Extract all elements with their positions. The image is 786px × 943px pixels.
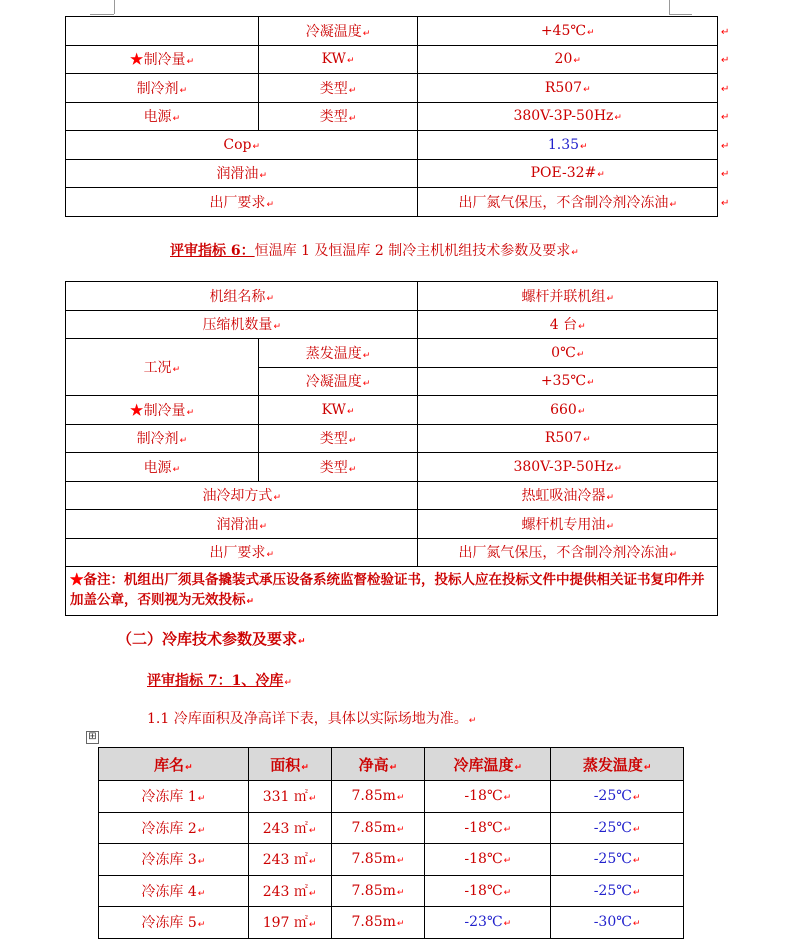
- table-cell: 电源↵: [66, 453, 259, 482]
- table-cell: 20↵: [418, 45, 718, 74]
- table-move-handle-icon[interactable]: ⊞: [86, 731, 99, 744]
- paragraph-mark: ↵: [186, 57, 195, 68]
- table-row: [66, 538, 718, 567]
- paragraph-mark: ↵: [179, 436, 188, 447]
- paragraph-mark: ↵: [259, 521, 267, 532]
- paragraph-mark: ↵: [597, 170, 605, 181]
- table-cell: -25℃↵: [551, 875, 684, 907]
- table-cell: 7.85m↵: [331, 812, 425, 844]
- table-cell: 螺杆机专用油↵: [418, 510, 718, 539]
- paragraph-mark: ↵: [606, 521, 614, 532]
- table-row: [66, 17, 718, 46]
- cold-storage-table: [98, 747, 684, 939]
- row-end-mark: ↵: [721, 27, 730, 38]
- table-cell: Cop↵: [66, 131, 418, 160]
- table-cell: 243 ㎡↵: [248, 844, 331, 876]
- table-cell: 7.85m↵: [331, 907, 425, 939]
- table-cell: 压缩机数量↵: [66, 310, 418, 339]
- paragraph-mark: ↵: [396, 793, 405, 804]
- paragraph-mark: ↵: [396, 824, 405, 835]
- table-row: [66, 102, 718, 131]
- table-cell: 螺杆并联机组↵: [418, 282, 718, 311]
- row-end-mark: ↵: [721, 198, 730, 209]
- paragraph-mark: ↵: [246, 597, 255, 607]
- table-row: [66, 510, 718, 539]
- paragraph-mark: ↵: [273, 493, 281, 504]
- table-cell: -25℃↵: [551, 844, 684, 876]
- table-row: [66, 282, 718, 311]
- table-cell: 润滑油↵: [66, 159, 418, 188]
- table-cell: 1.35↵: [418, 131, 718, 160]
- table-row: [66, 45, 718, 74]
- paragraph-mark: ↵: [669, 550, 677, 561]
- criterion-6-heading: 评审指标 6：恒温库 1 及恒温库 2 制冷主机机组技术参数及要求↵: [170, 243, 579, 259]
- table-cell: -18℃↵: [425, 812, 551, 844]
- paragraph-1-1: 1.1 冷库面积及净高详下表，具体以实际场地为准。↵: [147, 711, 477, 727]
- star-icon: ★: [129, 52, 144, 69]
- table-cell: 润滑油↵: [66, 510, 418, 539]
- table-cell: -18℃↵: [425, 875, 551, 907]
- table-cell: -18℃↵: [425, 844, 551, 876]
- paragraph-mark: ↵: [266, 550, 274, 561]
- paragraph-mark: ↵: [172, 365, 181, 375]
- table-header-row: [99, 748, 684, 781]
- table-row: [66, 310, 718, 339]
- table-cell: 出厂要求↵: [66, 188, 418, 217]
- paragraph-mark: ↵: [197, 794, 206, 805]
- table-cell: 出厂氮气保压，不含制冷剂冷冻油↵: [418, 538, 718, 567]
- table-cell: 0℃↵: [418, 339, 718, 368]
- spec-table-1: [65, 16, 718, 217]
- table-cell: 制冷剂↵: [66, 424, 259, 453]
- table-cell: 类型↵: [258, 74, 418, 103]
- paragraph-mark: ↵: [348, 114, 357, 125]
- paragraph-mark: ↵: [172, 114, 181, 125]
- table-cell: -30℃↵: [551, 907, 684, 939]
- row-end-mark: ↵: [721, 55, 730, 66]
- paragraph-mark: ↵: [185, 762, 193, 773]
- table-cell: 蒸发温度↵: [258, 339, 418, 368]
- paragraph-mark: ↵: [172, 464, 181, 475]
- paragraph-mark: ↵: [259, 171, 267, 182]
- table-cell: KW↵: [258, 396, 418, 425]
- table-cell: 197 ㎡↵: [248, 907, 331, 939]
- table-cell: 243 ㎡↵: [248, 875, 331, 907]
- paragraph-mark: ↵: [583, 435, 591, 446]
- paragraph-mark: ↵: [614, 113, 622, 124]
- table-row: [66, 131, 718, 160]
- paragraph-mark: ↵: [632, 856, 641, 867]
- paragraph-mark: ↵: [503, 887, 512, 898]
- star-icon: ★: [129, 402, 144, 419]
- row-end-mark: ↵: [721, 169, 730, 180]
- paragraph-mark: ↵: [346, 406, 355, 417]
- paragraph-mark: ↵: [578, 322, 586, 333]
- column-header: 库名↵: [99, 748, 249, 781]
- table-cell: [66, 17, 259, 46]
- paragraph-mark: ↵: [179, 85, 188, 96]
- table-cell: 380V-3P-50Hz↵: [418, 453, 718, 482]
- paragraph-mark: ↵: [468, 716, 477, 726]
- table-row: [66, 567, 718, 616]
- paragraph-mark: ↵: [643, 762, 652, 773]
- table-cell: 出厂氮气保压，不含制冷剂冷冻油↵: [418, 188, 718, 217]
- table-cell: 类型↵: [258, 102, 418, 131]
- paragraph-mark: ↵: [252, 141, 261, 152]
- paragraph-mark: ↵: [514, 762, 523, 773]
- table-cell: 243 ㎡↵: [248, 812, 331, 844]
- paragraph-mark: ↵: [587, 378, 595, 389]
- paragraph-mark: ↵: [197, 857, 206, 868]
- paragraph-mark: ↵: [284, 678, 292, 688]
- paragraph-mark: ↵: [577, 406, 586, 417]
- table-cell: -25℃↵: [551, 812, 684, 844]
- table-cell: POE-32#↵: [418, 159, 718, 188]
- table-cell: 油冷却方式↵: [66, 481, 418, 510]
- table-row: [99, 812, 684, 844]
- table-row: [99, 844, 684, 876]
- paragraph-mark: ↵: [571, 248, 579, 258]
- paragraph-mark: ↵: [308, 920, 317, 931]
- table-cell: 制冷剂↵: [66, 74, 259, 103]
- table-cell: 类型↵: [258, 424, 418, 453]
- paragraph-mark: ↵: [197, 825, 206, 836]
- column-header: 面积↵: [248, 748, 331, 781]
- page-corner-mark-left-v: [114, 0, 115, 14]
- paragraph-mark: ↵: [606, 493, 614, 504]
- note-cell: ★备注：机组出厂须具备撬装式承压设备系统监督检验证书，投标人应在投标文件中提供相关证书复印件并加盖公章，否则视为无效投标↵: [66, 567, 718, 616]
- table-row: [66, 481, 718, 510]
- table-cell: +35℃↵: [418, 367, 718, 396]
- paragraph-mark: ↵: [396, 919, 405, 930]
- table-cell: 660↵: [418, 396, 718, 425]
- table-row: [99, 907, 684, 939]
- table-cell: 冷冻库 1↵: [99, 781, 249, 813]
- table-cell: 冷凝温度↵: [258, 17, 418, 46]
- row-end-mark: ↵: [721, 84, 730, 95]
- paragraph-mark: ↵: [503, 856, 512, 867]
- paragraph-mark: ↵: [587, 27, 595, 38]
- table-row: [99, 781, 684, 813]
- paragraph-mark: ↵: [308, 857, 317, 868]
- table-row: [66, 339, 718, 368]
- table-cell: KW↵: [258, 45, 418, 74]
- paragraph-mark: ↵: [632, 919, 641, 930]
- table-cell: -23℃↵: [425, 907, 551, 939]
- paragraph-mark: ↵: [348, 85, 357, 96]
- table-cell: 冷冻库 3↵: [99, 844, 249, 876]
- paragraph-mark: ↵: [362, 28, 371, 39]
- paragraph-mark: ↵: [308, 825, 317, 836]
- table-cell: 冷冻库 4↵: [99, 875, 249, 907]
- paragraph-mark: ↵: [348, 436, 357, 447]
- table-cell: 类型↵: [258, 453, 418, 482]
- table-row: [66, 74, 718, 103]
- table-cell: 331 ㎡↵: [248, 781, 331, 813]
- table-cell: ★制冷量↵: [66, 396, 259, 425]
- star-icon: ★: [70, 572, 84, 588]
- table-cell: 冷冻库 2↵: [99, 812, 249, 844]
- column-header: 净高↵: [331, 748, 425, 781]
- row-end-mark: ↵: [721, 141, 730, 152]
- table-cell: -25℃↵: [551, 781, 684, 813]
- paragraph-mark: ↵: [348, 464, 357, 475]
- table-cell: 冷凝温度↵: [258, 367, 418, 396]
- table-row: [66, 453, 718, 482]
- paragraph-mark: ↵: [632, 887, 641, 898]
- paragraph-mark: ↵: [614, 463, 622, 474]
- paragraph-mark: ↵: [573, 56, 581, 67]
- paragraph-mark: ↵: [266, 199, 274, 210]
- table-cell: +45℃↵: [418, 17, 718, 46]
- paragraph-mark: ↵: [632, 824, 641, 835]
- paragraph-mark: ↵: [346, 56, 355, 67]
- criterion-7-heading: 评审指标 7：1、冷库↵: [147, 673, 292, 689]
- table-cell: R507↵: [418, 424, 718, 453]
- table-cell: 出厂要求↵: [66, 538, 418, 567]
- table-row: [99, 875, 684, 907]
- paragraph-mark: ↵: [583, 84, 591, 95]
- paragraph-mark: ↵: [503, 793, 512, 804]
- paragraph-mark: ↵: [396, 856, 405, 867]
- paragraph-mark: ↵: [308, 888, 317, 899]
- paragraph-mark: ↵: [606, 293, 614, 304]
- table-cell: 380V-3P-50Hz↵: [418, 102, 718, 131]
- paragraph-mark: ↵: [389, 762, 398, 773]
- paragraph-mark: ↵: [576, 349, 585, 360]
- paragraph-mark: ↵: [503, 824, 512, 835]
- paragraph-mark: ↵: [197, 888, 206, 899]
- spec-table-2: [65, 281, 718, 616]
- paragraph-mark: ↵: [503, 919, 512, 930]
- paragraph-mark: ↵: [362, 350, 371, 361]
- paragraph-mark: ↵: [301, 762, 309, 773]
- table-row: [66, 188, 718, 217]
- table-cell: 4 台↵: [418, 310, 718, 339]
- table-cell: 7.85m↵: [331, 844, 425, 876]
- paragraph-mark: ↵: [362, 379, 371, 390]
- table-row: [66, 396, 718, 425]
- column-header: 蒸发温度↵: [551, 748, 684, 781]
- table-cell: 工况↵: [66, 339, 259, 396]
- paragraph-mark: ↵: [186, 407, 195, 418]
- row-end-mark: ↵: [721, 112, 730, 123]
- paragraph-mark: ↵: [298, 637, 306, 647]
- paragraph-mark: ↵: [266, 293, 274, 304]
- paragraph-mark: ↵: [580, 141, 588, 152]
- table-cell: 热虹吸油冷器↵: [418, 481, 718, 510]
- paragraph-mark: ↵: [669, 199, 677, 210]
- column-header: 冷库温度↵: [425, 748, 551, 781]
- section-2-heading: （二）冷库技术参数及要求↵: [117, 630, 306, 648]
- page-corner-mark-left: [90, 0, 114, 15]
- paragraph-mark: ↵: [396, 887, 405, 898]
- table-cell: 电源↵: [66, 102, 259, 131]
- paragraph-mark: ↵: [273, 322, 281, 333]
- table-row: [66, 159, 718, 188]
- table-cell: 7.85m↵: [331, 875, 425, 907]
- paragraph-mark: ↵: [632, 793, 641, 804]
- table-cell: 冷冻库 5↵: [99, 907, 249, 939]
- table-cell: ★制冷量↵: [66, 45, 259, 74]
- table-cell: 机组名称↵: [66, 282, 418, 311]
- paragraph-mark: ↵: [308, 794, 317, 805]
- page-corner-mark-right: [669, 0, 692, 15]
- table-cell: -18℃↵: [425, 781, 551, 813]
- table-cell: R507↵: [418, 74, 718, 103]
- paragraph-mark: ↵: [197, 920, 206, 931]
- table-cell: 7.85m↵: [331, 781, 425, 813]
- table-row: [66, 424, 718, 453]
